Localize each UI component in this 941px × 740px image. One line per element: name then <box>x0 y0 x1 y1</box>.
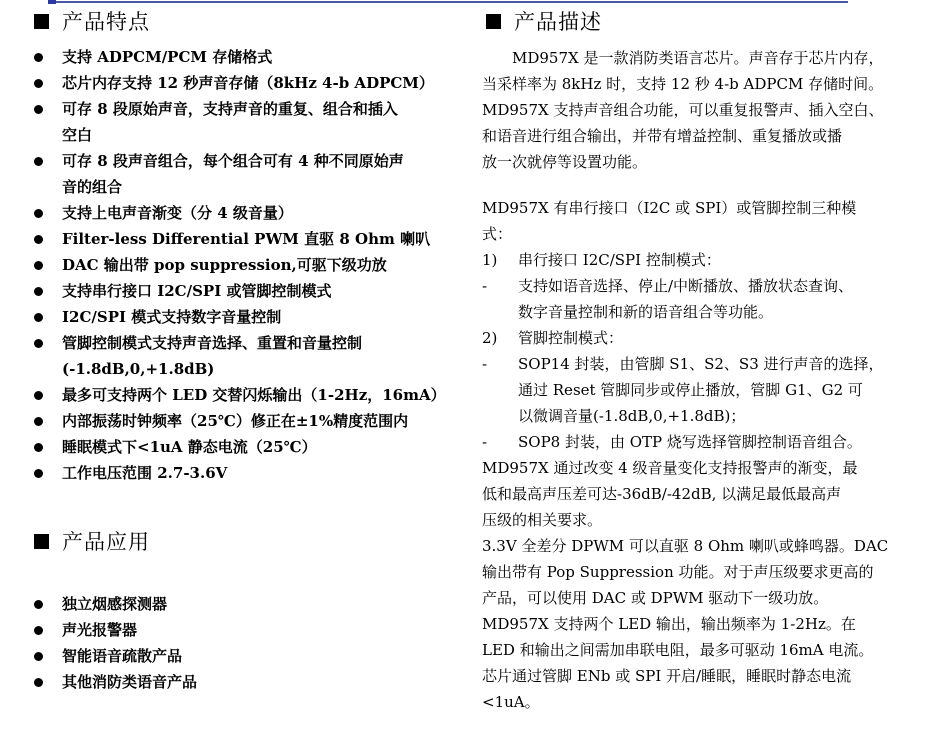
description-intro-line: MD957X 是一款消防类语言芯片。声音存于芯片内存， <box>512 49 884 67</box>
feature-item-line: 芯片内存支持 12 秒声音存储（8kHz 4-b ADPCM） <box>62 74 434 92</box>
applications-list <box>34 591 464 695</box>
bullet-dot-icon <box>34 678 43 687</box>
description-modes-line: 式： <box>482 225 513 243</box>
bullet-dot-icon <box>34 157 43 166</box>
application-item <box>34 643 464 669</box>
feature-item <box>34 148 464 200</box>
feature-item <box>34 434 464 460</box>
description-dpwm-line: 输出带有 Pop Suppression 功能。对于声压级要求更高的 <box>482 563 874 581</box>
feature-item-line: 支持串行接口 I2C/SPI 或管脚控制模式 <box>62 282 332 300</box>
feature-item <box>34 304 464 330</box>
feature-item-line: DAC 输出带 pop suppression,可驱下级功放 <box>62 256 387 274</box>
description-intro-line: 和语音进行组合输出，并带有增益控制、重复播放或播 <box>482 127 843 145</box>
applications-heading-text: 产品应用 <box>62 530 150 554</box>
feature-item <box>34 460 464 486</box>
feature-item <box>34 382 464 408</box>
features-heading <box>34 6 150 36</box>
dash-marker: - <box>482 277 488 295</box>
description-volume-line: 低和最高声压差可达-36dB/-42dB, 以满足最低最高声 <box>482 485 842 503</box>
mode-pin-item-line: 通过 Reset 管脚同步或停止播放，管脚 G1、G2 可 <box>518 381 863 399</box>
bullet-dot-icon <box>34 443 43 452</box>
feature-item-line: 可存 8 段声音组合，每个组合可有 4 种不同原始声 <box>62 152 404 170</box>
description-modes <box>482 195 912 247</box>
features-list <box>34 44 464 486</box>
description-intro-line: 放一次就停等设置功能。 <box>482 153 648 171</box>
header-rule-mark <box>48 0 56 4</box>
bullet-dot-icon <box>34 79 43 88</box>
feature-item-line: I2C/SPI 模式支持数字音量控制 <box>62 308 282 326</box>
bullet-dot-icon <box>34 209 43 218</box>
feature-item <box>34 330 464 382</box>
application-item-text: 独立烟感探测器 <box>62 595 168 613</box>
description-led-line: <1uA。 <box>482 693 540 711</box>
description-dpwm-line: 3.3V 全差分 DPWM 可以直驱 8 Ohm 喇叭或蜂鸣器。DAC <box>482 537 889 555</box>
bullet-dot-icon <box>34 417 43 426</box>
header-rule-line <box>54 1 848 3</box>
mode-pin-item-line: 以微调音量(-1.8dB,0,+1.8dB)； <box>518 407 746 425</box>
feature-item-line: 音的组合 <box>62 178 123 196</box>
mode-pin <box>482 325 912 351</box>
bullet-dot-icon <box>34 235 43 244</box>
dash-marker: - <box>482 355 488 373</box>
application-item <box>34 669 464 695</box>
description-heading-text: 产品描述 <box>514 10 602 34</box>
paragraph-gap <box>482 175 912 185</box>
mode-pin-item-line: SOP14 封装，由管脚 S1、S2、S3 进行声音的选择， <box>518 355 884 373</box>
feature-item-line: 支持上电声音渐变（分 4 级音量） <box>62 204 293 222</box>
features-heading-text: 产品特点 <box>62 10 150 34</box>
description-led-line: LED 和输出之间需加串联电阻，最多可驱动 16mA 电流。 <box>482 641 874 659</box>
dash-marker: - <box>482 433 488 451</box>
bullet-dot-icon <box>34 287 43 296</box>
application-item <box>34 591 464 617</box>
feature-item-line: 支持 ADPCM/PCM 存储格式 <box>62 48 273 66</box>
mode-serial-item <box>482 273 912 325</box>
square-bullet-icon <box>34 14 49 29</box>
feature-item <box>34 200 464 226</box>
description-volume-line: 压级的相关要求。 <box>482 511 603 529</box>
description-volume <box>482 455 912 533</box>
bullet-dot-icon <box>34 313 43 322</box>
feature-item <box>34 278 464 304</box>
description-modes-line: MD957X 有串行接口（I2C 或 SPI）或管脚控制三种模 <box>482 199 857 217</box>
bullet-dot-icon <box>34 391 43 400</box>
bullet-dot-icon <box>34 600 43 609</box>
application-item <box>34 617 464 643</box>
description-intro-line: MD957X 支持声音组合功能，可以重复报警声、插入空白、 <box>482 101 884 119</box>
feature-item <box>34 70 464 96</box>
bullet-dot-icon <box>34 626 43 635</box>
description-volume-line: MD957X 通过改变 4 级音量变化支持报警声的渐变，最 <box>482 459 858 477</box>
feature-item-line: 可存 8 段原始声音，支持声音的重复、组合和插入 <box>62 100 398 118</box>
description-dpwm <box>482 533 912 611</box>
description-led-line: 芯片通过管脚 ENb 或 SPI 开启/睡眠，睡眠时静态电流 <box>482 667 852 685</box>
bullet-dot-icon <box>34 261 43 270</box>
paragraph-gap <box>482 185 912 195</box>
mode-pin-item-line: SOP8 封装，由 OTP 烧写选择管脚控制语音组合。 <box>518 433 862 451</box>
description-dpwm-line: 产品，可以使用 DAC 或 DPWM 驱动下一级功放。 <box>482 589 829 607</box>
feature-item-line: 最多可支持两个 LED 交替闪烁输出（1-2Hz，16mA） <box>62 386 446 404</box>
square-bullet-icon <box>486 14 501 29</box>
square-bullet-icon <box>34 534 49 549</box>
feature-item-line: 管脚控制模式支持声音选择、重置和音量控制 <box>62 334 363 352</box>
description-heading <box>486 6 602 36</box>
mode-serial-title: 串行接口 I2C/SPI 控制模式： <box>518 251 721 269</box>
mode-pin-number: 2) <box>482 329 498 347</box>
bullet-dot-icon <box>34 469 43 478</box>
mode-serial-number: 1) <box>482 251 498 269</box>
description-led-line: MD957X 支持两个 LED 输出，输出频率为 1-2Hz。在 <box>482 615 856 633</box>
feature-item <box>34 96 464 148</box>
bullet-dot-icon <box>34 53 43 62</box>
feature-item-line: 工作电压范围 2.7-3.6V <box>62 464 228 482</box>
feature-item-line: (-1.8dB,0,+1.8dB) <box>62 360 215 378</box>
application-item-text: 其他消防类语音产品 <box>62 673 198 691</box>
mode-pin-item <box>482 351 912 429</box>
feature-item <box>34 44 464 70</box>
mode-serial-item-line: 数字音量控制和新的语音组合等功能。 <box>518 303 774 321</box>
bullet-dot-icon <box>34 652 43 661</box>
feature-item <box>34 252 464 278</box>
feature-item-line: 内部振荡时钟频率（25℃）修正在±1%精度范围内 <box>62 412 409 430</box>
description-body <box>482 45 912 715</box>
applications-heading <box>34 526 150 556</box>
bullet-dot-icon <box>34 339 43 348</box>
description-intro-line: 当采样率为 8kHz 时，支持 12 秒 4-b ADPCM 存储时间。 <box>482 75 884 93</box>
mode-pin-title: 管脚控制模式： <box>518 329 624 347</box>
feature-item <box>34 226 464 252</box>
description-led <box>482 611 912 715</box>
mode-serial <box>482 247 912 273</box>
feature-item-line: 空白 <box>62 126 93 144</box>
feature-item-line: 睡眠模式下<1uA 静态电流（25℃） <box>62 438 317 456</box>
description-intro <box>482 45 912 175</box>
mode-serial-item-line: 支持如语音选择、停止/中断播放、播放状态查询、 <box>518 277 854 295</box>
mode-pin-item <box>482 429 912 455</box>
feature-item-line: Filter-less Differential PWM 直驱 8 Ohm 喇叭 <box>62 230 431 248</box>
application-item-text: 智能语音疏散产品 <box>62 647 183 665</box>
bullet-dot-icon <box>34 105 43 114</box>
feature-item <box>34 408 464 434</box>
application-item-text: 声光报警器 <box>62 621 138 639</box>
header-rule <box>0 0 941 4</box>
